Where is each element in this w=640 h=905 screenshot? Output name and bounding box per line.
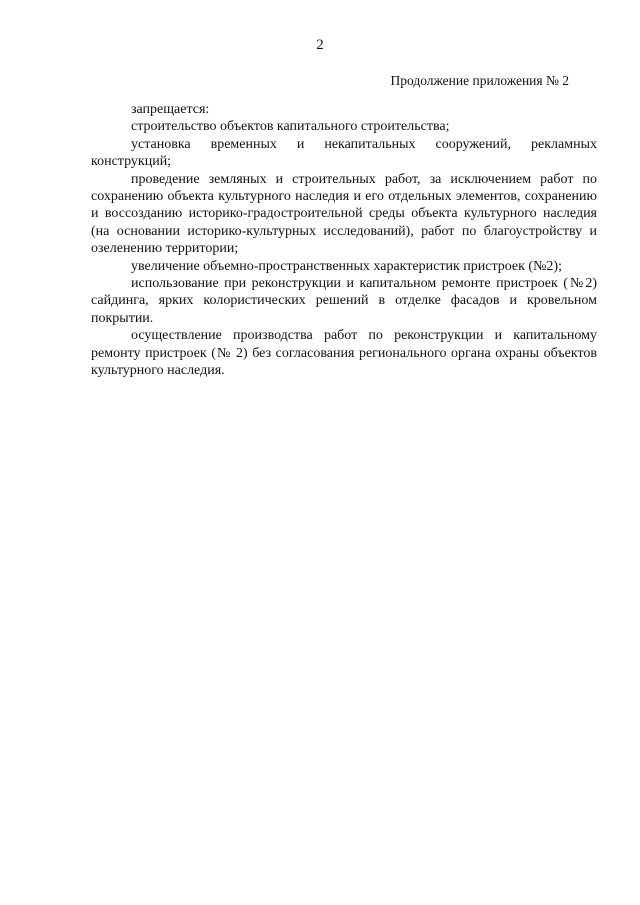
continuation-note: Продолжение приложения № 2: [390, 73, 569, 88]
paragraph-earthworks: проведение земляных и строительных работ, за исключением работ по сохранению объекта культурного наследия и его отдельных элементов, сохранению и воссозданию историко-градостроительной среды объекта культурного наследия (на основании историко-культурных исследований), работ по благоустройству и озеленению территории;: [91, 171, 597, 257]
paragraph-works-approval: осуществление производства работ по реконструкции и капитальному ремонту пристроек (№ 2) без согласования регионального органа охраны объектов культурного наследия.: [91, 328, 597, 379]
paragraph-volume-increase: увеличение объемно-пространственных характеристик пристроек (№2);: [131, 258, 562, 274]
restrictions-list: [91, 101, 597, 380]
paragraph-prohibited-heading: запрещается:: [131, 102, 210, 117]
page-number: 2: [316, 37, 324, 53]
paragraph-capital-construction: строительство объектов капитального строительства;: [131, 119, 450, 135]
paragraph-temporary-structures: установка временных и некапитальных сооружений, рекламных конструкций;: [91, 136, 597, 170]
paragraph-siding-use: использование при реконструкции и капитальном ремонте пристроек (№2) сайдинга, ярких колористических решений в отделке фасадов и кровельном покрытии.: [91, 276, 597, 326]
